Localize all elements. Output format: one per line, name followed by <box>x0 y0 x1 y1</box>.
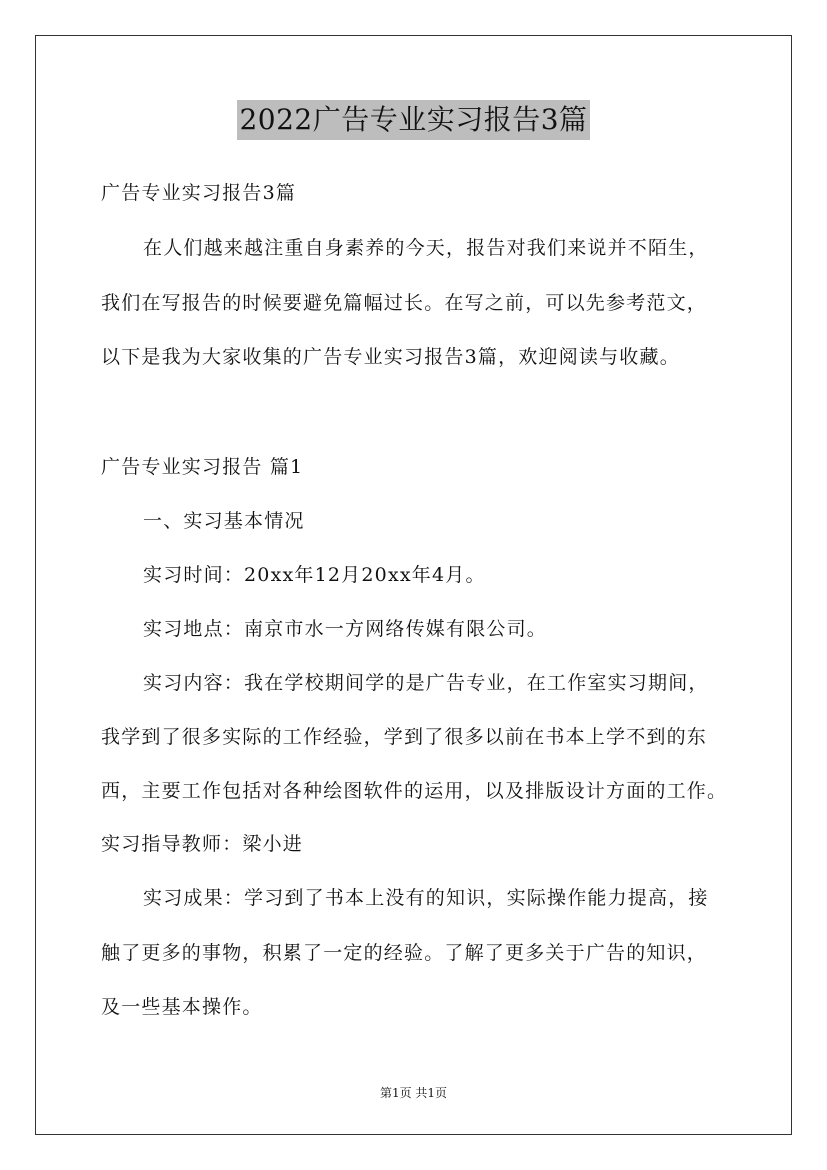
page-footer: 第1页 共1页 <box>379 1086 448 1100</box>
document-title: 2022广告专业实习报告3篇 <box>237 100 589 140</box>
intro-line-1: 在人们越来越注重自身素养的今天，报告对我们来说并不陌生， <box>143 237 709 259</box>
subsection-heading: 一、实习基本情况 <box>143 510 305 532</box>
internship-time: 实习时间：20xx年12月20xx年4月。 <box>143 564 486 586</box>
content-line-2: 我学到了很多实际的工作经验，学到了很多以前在书本上学不到的东 <box>101 726 708 748</box>
results-line-1: 实习成果：学习到了书本上没有的知识，实际操作能力提高，接 <box>143 887 709 909</box>
subtitle-line: 广告专业实习报告3篇 <box>101 182 297 204</box>
supervisor-line: 实习指导教师：梁小进 <box>101 833 304 855</box>
content-line-1: 实习内容：我在学校期间学的是广告专业，在工作室实习期间， <box>143 672 709 694</box>
results-line-2: 触了更多的事物，积累了一定的经验。了解了更多关于广告的知识， <box>101 942 708 964</box>
title-container <box>0 100 827 140</box>
results-line-3: 及一些基本操作。 <box>101 996 263 1018</box>
internship-location: 实习地点：南京市水一方网络传媒有限公司。 <box>143 618 548 640</box>
intro-line-3: 以下是我为大家收集的广告专业实习报告3篇，欢迎阅读与收藏。 <box>101 346 680 368</box>
content-line-3: 西，主要工作包括对各种绘图软件的运用，以及排版设计方面的工作。 <box>101 780 728 802</box>
intro-line-2: 我们在写报告的时候要避免篇幅过长。在写之前，可以先参考范文， <box>101 292 708 314</box>
section-heading: 广告专业实习报告 篇1 <box>101 456 304 478</box>
